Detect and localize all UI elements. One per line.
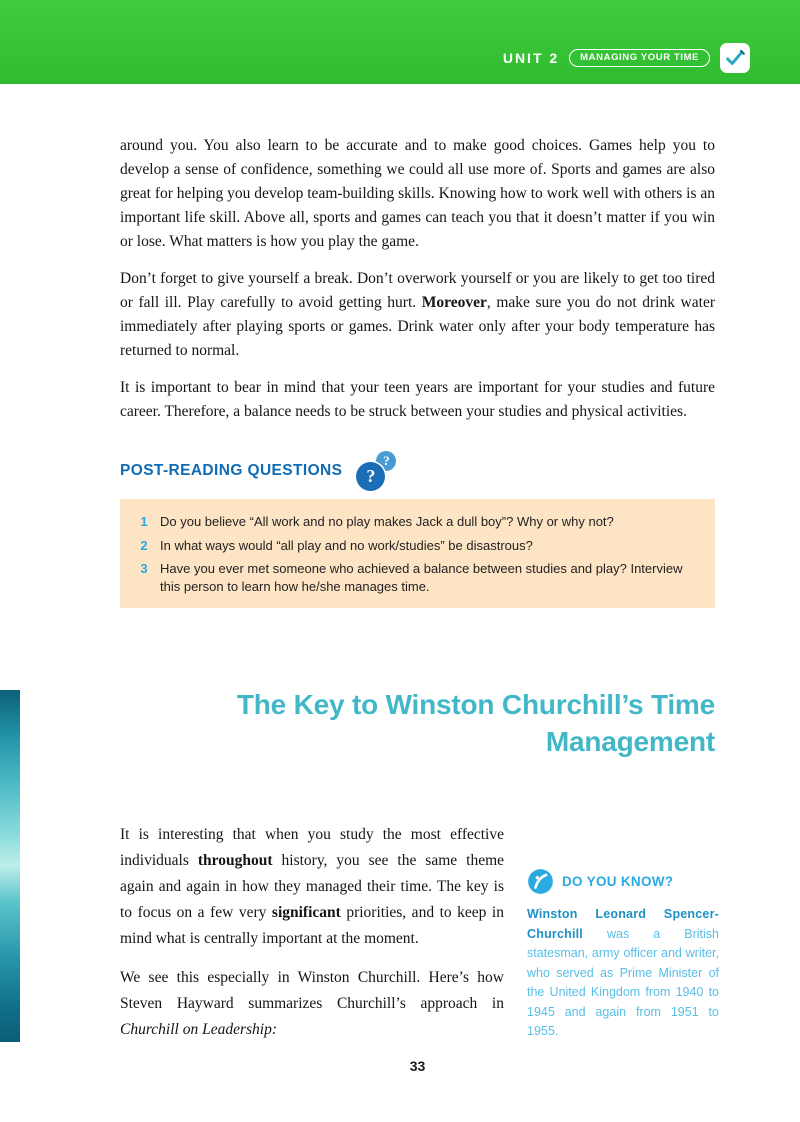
article-column	[120, 822, 504, 1056]
unit-header	[0, 0, 800, 84]
question-row	[138, 560, 695, 595]
bold-term: Moreover	[421, 294, 487, 311]
bold-term: significant	[271, 904, 341, 921]
reading-passage	[120, 134, 715, 608]
question-number: 2	[140, 537, 148, 553]
post-reading-header	[120, 450, 715, 492]
unit-title-pill: MANAGING YOUR TIME	[569, 49, 710, 67]
unit-header-right	[503, 43, 750, 73]
question-row	[138, 537, 695, 555]
do-you-know-title: DO YOU KNOW?	[562, 874, 674, 889]
person-name-bold: Winston Leonard Spencer-Churchill	[527, 907, 719, 941]
passage-paragraph-3	[120, 376, 715, 424]
article-paragraph-2	[120, 965, 504, 1043]
question-text: In what ways would “all play and no work/studies” be disastrous?	[160, 537, 533, 553]
page-number: 33	[409, 1058, 426, 1074]
paragraph-text: priorities, and to keep in mind what is centrally important at the moment.	[120, 904, 504, 947]
paragraph-text: We see this especially in Winston Churchill. Here’s how Steven Hayward summarizes Churchill’s approach in	[120, 969, 504, 1012]
do-you-know-header	[527, 868, 719, 895]
section-title-line-1: The Key to Winston Churchill’s Time	[236, 689, 715, 720]
post-reading-questions-box	[120, 499, 715, 608]
bold-term: throughout	[197, 852, 273, 869]
do-you-know-text	[527, 905, 719, 1042]
passage-paragraph-1	[120, 134, 715, 254]
paragraph-text: It is important to bear in mind that your teen years are important for your studies and future career. Therefore, a balance needs to be struck between your studies and physical activities.	[120, 379, 715, 420]
question-mark-glyph-front: ?	[356, 462, 385, 491]
section-title	[120, 686, 715, 760]
article-paragraph-1	[120, 822, 504, 952]
unit-label: UNIT 2	[502, 50, 560, 66]
do-you-know-icon	[527, 868, 554, 895]
passage-paragraph-2	[120, 267, 715, 363]
book-title-italic: Churchill on Leadership:	[120, 1021, 278, 1038]
section-title-line-2: Management	[545, 726, 715, 757]
do-you-know-box	[527, 868, 719, 1042]
fact-text: was a British statesman, army officer and writer, who served as Prime Minister of the United Kingdom from 1940 to 1945 and again from 1951 to 1955.	[527, 926, 719, 1038]
check-pencil-icon	[720, 43, 750, 73]
question-row	[138, 513, 695, 531]
question-number: 1	[140, 514, 148, 529]
paragraph-text: Don’t forget to give yourself a break. Don’t overwork yourself or you are likely to get too tired or fall ill. Play carefully to avoid getting hurt.	[120, 270, 715, 311]
question-mark-glyph-back: ?	[376, 451, 396, 471]
post-reading-title: POST-READING QUESTIONS	[120, 462, 343, 479]
paragraph-text: , make sure you do not drink water immediately after playing sports or games. Drink water only after your body temperature has returned to normal.	[120, 294, 715, 359]
question-number: 3	[140, 561, 148, 576]
paragraph-text: It is interesting that when you study the most effective individuals	[120, 826, 504, 869]
question-text: Do you believe “All work and no play makes Jack a dull boy”? Why or why not?	[160, 514, 614, 529]
question-marks-icon	[354, 450, 398, 492]
paragraph-text: around you. You also learn to be accurate and to make good choices. Games help you to develop a sense of confidence, something we could all use more of. Sports and games are also great for helping you develop team-building skills. Knowing how to work well with others is an important life skill. Above all, sports and games can teach you that it doesn’t matter if you win or lose. What matters is how you play the game.	[120, 137, 715, 250]
decorative-water-image-strip	[0, 690, 20, 1042]
paragraph-text: history, you see the same theme again and again in how they managed their time. The key is to focus on a few very	[120, 852, 505, 921]
question-text: Have you ever met someone who achieved a balance between studies and play? Interview this person to learn how he/she manages time.	[160, 561, 683, 594]
